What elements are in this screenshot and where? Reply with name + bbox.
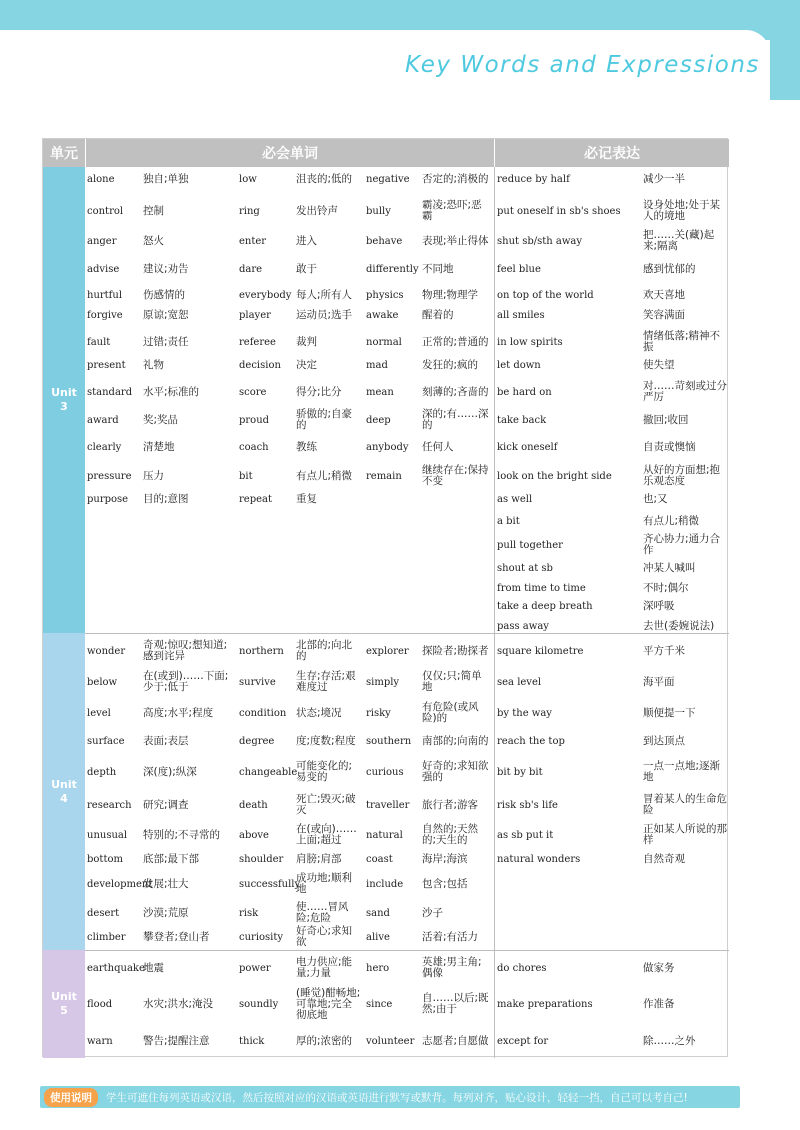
unit3-phrase-cn: 齐心协力;通力合作 — [643, 533, 721, 556]
unit4-word-cn: 度;度数;程度 — [296, 734, 356, 747]
unit3-word-cn: 清楚地 — [143, 440, 175, 453]
unit4-word-cn: 在(或向)……上面;超过 — [296, 823, 357, 846]
unit5-word-cn: 厚的;浓密的 — [296, 1034, 353, 1047]
unit4-word-cn: 探险者;勘探者 — [422, 644, 489, 657]
unit-divider — [85, 950, 729, 951]
unit4-word-cn: 可能变化的;易变的 — [296, 760, 353, 783]
unit4-phrase-cn: 顺便提一下 — [643, 706, 696, 719]
unit3-word-cn: 刻薄的;吝啬的 — [422, 385, 489, 398]
unit3-word-cn: 原谅;宽恕 — [143, 308, 189, 321]
unit3-word-cn: 伤感情的 — [143, 288, 185, 301]
unit3-phrase-cn: 欢天喜地 — [643, 288, 685, 301]
unit4-phrase-cn: 冒着某人的生命危险 — [643, 793, 727, 816]
unit5-phrase-en: make preparations — [497, 998, 593, 1010]
unit3-phrase-cn: 不时;偶尔 — [643, 581, 689, 594]
unit5-phrase-en: do chores — [497, 962, 547, 974]
unit4-phrase-cn: 自然奇观 — [643, 852, 685, 865]
unit4-phrase-en: by the way — [497, 707, 552, 719]
unit3-phrase-cn: 从好的方面想;抱乐观态度 — [643, 464, 721, 487]
unit4-word-cn: 特别的;不寻常的 — [143, 828, 221, 841]
vocabulary-table — [42, 138, 728, 1057]
unit4-word-en: changeable — [239, 766, 298, 778]
unit5-phrase-cn: 作准备 — [643, 997, 675, 1010]
unit3-phrase-cn: 使失望 — [643, 358, 675, 371]
unit-4-label — [43, 633, 85, 950]
unit3-word-en: standard — [87, 386, 133, 398]
unit3-word-en: physics — [366, 289, 404, 301]
unit3-word-en: low — [239, 173, 257, 185]
unit3-phrase-cn: 深呼吸 — [643, 599, 675, 612]
unit3-word-en: differently — [366, 263, 419, 275]
unit3-word-en: normal — [366, 336, 402, 348]
unit3-phrase-en: from time to time — [497, 582, 586, 594]
unit4-phrase-en: risk sb's life — [497, 799, 558, 811]
unit3-word-cn: 醒着的 — [422, 308, 454, 321]
unit3-word-en: dare — [239, 263, 263, 275]
unit4-word-en: natural — [366, 829, 403, 841]
unit4-word-en: development — [87, 878, 153, 890]
top-right-tab — [770, 0, 800, 100]
unit3-word-en: award — [87, 414, 119, 426]
unit4-word-en: simply — [366, 676, 400, 688]
unit4-word-cn: 沙漠;荒原 — [143, 906, 189, 919]
unit4-word-en: curious — [366, 766, 404, 778]
unit3-word-en: ring — [239, 205, 260, 217]
unit3-phrase-cn: 减少一半 — [643, 172, 685, 185]
unit4-word-en: traveller — [366, 799, 410, 811]
unit3-phrase-cn: 有点儿;稍微 — [643, 514, 700, 527]
unit-3-label — [43, 167, 85, 633]
unit3-word-en: advise — [87, 263, 120, 275]
unit3-phrase-en: feel blue — [497, 263, 541, 275]
unit3-phrase-en: on top of the world — [497, 289, 594, 301]
unit4-word-cn: 高度;水平;程度 — [143, 706, 214, 719]
page-title: Key Words and Expressions — [405, 52, 760, 78]
unit5-word-cn: 自……以后;既然;由于 — [422, 992, 489, 1015]
unit4-phrase-en: bit by bit — [497, 766, 543, 778]
unit4-phrase-en: as sb put it — [497, 829, 554, 841]
unit4-word-cn: 好奇的;求知欲强的 — [422, 760, 489, 783]
unit3-word-cn: 水平;标准的 — [143, 385, 200, 398]
unit4-word-en: southern — [366, 735, 412, 747]
unit3-phrase-en: as well — [497, 493, 533, 505]
unit4-word-en: condition — [239, 707, 287, 719]
unit5-word-en: volunteer — [366, 1035, 415, 1047]
unit3-phrase-en: in low spirits — [497, 336, 563, 348]
unit3-word-cn: 发狂的;疯的 — [422, 358, 479, 371]
unit4-word-cn: 好奇心;求知欲 — [296, 925, 353, 948]
unit3-phrase-en: all smiles — [497, 309, 545, 321]
unit4-word-en: death — [239, 799, 268, 811]
unit3-phrase-cn: 冲某人喊叫 — [643, 561, 696, 574]
unit4-word-en: successfully — [239, 878, 301, 890]
unit3-word-en: score — [239, 386, 267, 398]
unit4-word-en: explorer — [366, 645, 409, 657]
unit5-word-en: since — [366, 998, 393, 1010]
unit3-word-en: control — [87, 205, 124, 217]
unit3-word-en: everybody — [239, 289, 292, 301]
unit4-word-cn: 沙子 — [422, 906, 443, 919]
unit4-word-cn: 北部的;向北的 — [296, 639, 353, 662]
unit3-phrase-en: a bit — [497, 515, 520, 527]
unit5-word-cn: 英雄;男主角;偶像 — [422, 956, 482, 979]
unit3-word-en: anger — [87, 235, 117, 247]
unit5-word-cn: 电力供应;能量;力量 — [296, 956, 353, 979]
unit4-phrase-en: square kilometre — [497, 645, 584, 657]
unit3-word-cn: 发出铃声 — [296, 204, 338, 217]
unit3-word-cn: 怒火 — [143, 234, 164, 247]
unit3-word-cn: 每人;所有人 — [296, 288, 353, 301]
unit3-word-en: purpose — [87, 493, 129, 505]
unit3-word-en: bit — [239, 470, 253, 482]
unit3-word-en: pressure — [87, 470, 132, 482]
unit4-word-en: survive — [239, 676, 276, 688]
unit3-phrase-en: put oneself in sb's shoes — [497, 205, 621, 217]
unit4-word-cn: 使……冒风险;危险 — [296, 901, 349, 924]
unit4-word-cn: 有危险(或风险)的 — [422, 701, 479, 724]
unit3-word-cn: 压力 — [143, 469, 164, 482]
unit3-phrase-en: let down — [497, 359, 541, 371]
unit4-word-en: coast — [366, 853, 393, 865]
unit3-phrase-cn: 撤回;收回 — [643, 413, 689, 426]
unit4-word-cn: 旅行者;游客 — [422, 798, 479, 811]
unit4-phrase-cn: 平方千米 — [643, 644, 685, 657]
unit4-word-cn: 自然的;天然的;天生的 — [422, 823, 479, 846]
unit3-word-en: coach — [239, 441, 269, 453]
unit3-word-cn: 任何人 — [422, 440, 454, 453]
unit3-word-en: repeat — [239, 493, 272, 505]
unit4-word-en: include — [366, 878, 404, 890]
unit3-phrase-en: be hard on — [497, 386, 552, 398]
unit-5-label — [43, 950, 85, 1058]
unit4-phrase-cn: 一点一点地;逐渐地 — [643, 760, 721, 783]
unit4-phrase-cn: 正如某人所说的那样 — [643, 823, 727, 846]
unit3-phrase-en: look on the bright side — [497, 470, 612, 482]
unit3-phrase-en: take a deep breath — [497, 600, 593, 612]
unit5-word-en: power — [239, 962, 271, 974]
unit3-word-en: player — [239, 309, 271, 321]
unit4-word-cn: 状态;境况 — [296, 706, 342, 719]
usage-badge: 使用说明 — [44, 1088, 98, 1107]
unit4-word-en: surface — [87, 735, 125, 747]
unit3-word-cn: 过错;责任 — [143, 335, 189, 348]
unit3-word-cn: 否定的;消极的 — [422, 172, 489, 185]
unit3-word-en: decision — [239, 359, 281, 371]
unit4-word-cn: 底部;最下部 — [143, 852, 200, 865]
unit4-word-cn: 发展;壮大 — [143, 877, 189, 890]
unit4-word-en: wonder — [87, 645, 126, 657]
unit4-word-en: climber — [87, 931, 126, 943]
unit3-word-en: referee — [239, 336, 276, 348]
unit5-word-cn: 志愿者;自愿做 — [422, 1034, 489, 1047]
unit3-word-en: behave — [366, 235, 403, 247]
unit4-word-en: level — [87, 707, 111, 719]
unit3-word-cn: 建议;劝告 — [143, 262, 189, 275]
unit4-word-cn: 活着;有活力 — [422, 930, 479, 943]
top-band-curve — [0, 30, 770, 54]
unit3-word-cn: 霸凌;恐吓;恶霸 — [422, 199, 482, 222]
unit4-word-en: sand — [366, 907, 390, 919]
unit4-word-cn: 攀登者;登山者 — [143, 930, 210, 943]
unit4-word-en: depth — [87, 766, 117, 778]
header-phrases: 必记表达 — [495, 139, 729, 167]
unit4-word-cn: 肩膀;肩部 — [296, 852, 342, 865]
unit4-word-en: curiosity — [239, 931, 284, 943]
unit4-word-cn: 南部的;向南的 — [422, 734, 489, 747]
unit3-word-en: negative — [366, 173, 410, 185]
unit5-word-en: warn — [87, 1035, 113, 1047]
unit3-word-cn: 有点儿;稍微 — [296, 469, 353, 482]
unit3-word-cn: 重复 — [296, 492, 317, 505]
unit3-word-en: proud — [239, 414, 270, 426]
unit4-phrase-cn: 到达顶点 — [643, 734, 685, 747]
unit-5-word: Unit — [51, 990, 77, 1003]
unit3-phrase-cn: 情绪低落;精神不振 — [643, 330, 721, 353]
unit3-word-cn: 深的;有……深的 — [422, 408, 489, 431]
unit3-phrase-en: shout at sb — [497, 562, 553, 574]
unit3-word-en: present — [87, 359, 126, 371]
unit4-word-en: above — [239, 829, 269, 841]
unit4-word-cn: 表面;表层 — [143, 734, 189, 747]
unit-4-word: Unit — [51, 777, 77, 791]
unit3-word-en: bully — [366, 205, 391, 217]
unit4-word-cn: 研究;调查 — [143, 798, 189, 811]
unit3-phrase-en: pull together — [497, 539, 563, 551]
unit4-word-en: bottom — [87, 853, 123, 865]
unit3-word-cn: 物理;物理学 — [422, 288, 479, 301]
unit4-word-en: below — [87, 676, 118, 688]
unit3-word-cn: 正常的;普通的 — [422, 335, 489, 348]
unit3-phrase-cn: 设身处地;处于某人的境地 — [643, 199, 721, 222]
unit5-phrase-cn: 除……之外 — [643, 1034, 696, 1047]
unit3-phrase-en: take back — [497, 414, 547, 426]
unit3-phrase-cn: 也;又 — [643, 492, 668, 505]
unit-5-number: 5 — [60, 1004, 68, 1017]
unit5-word-en: earthquake — [87, 962, 145, 974]
unit4-word-cn: 深(度);纵深 — [143, 765, 197, 778]
usage-band — [40, 1086, 740, 1108]
unit3-word-en: clearly — [87, 441, 122, 453]
unit5-word-cn: 水灾;洪水;淹没 — [143, 997, 214, 1010]
unit3-word-cn: 骄傲的;自豪的 — [296, 408, 353, 431]
unit3-word-cn: 敢于 — [296, 262, 317, 275]
unit4-word-cn: 海岸;海滨 — [422, 852, 468, 865]
unit4-phrase-en: sea level — [497, 676, 542, 688]
unit3-phrase-cn: 把……关(藏)起来;隔离 — [643, 229, 715, 252]
unit3-word-en: mean — [366, 386, 394, 398]
unit4-word-cn: 包含;包括 — [422, 877, 468, 890]
unit5-phrase-en: except for — [497, 1035, 549, 1047]
unit3-phrase-en: pass away — [497, 620, 549, 632]
unit4-word-cn: 生存;存活;艰难度过 — [296, 670, 356, 693]
unit4-word-en: shoulder — [239, 853, 284, 865]
unit-3-number: 3 — [60, 400, 68, 413]
unit3-phrase-en: reduce by half — [497, 173, 570, 185]
unit3-word-cn: 不同地 — [422, 262, 454, 275]
unit3-word-cn: 沮丧的;低的 — [296, 172, 353, 185]
unit5-word-en: thick — [239, 1035, 265, 1047]
unit-4-number: 4 — [60, 791, 68, 805]
unit4-word-cn: 在(或到)……下面;少于;低于 — [143, 670, 229, 693]
unit4-word-en: northern — [239, 645, 284, 657]
unit3-word-cn: 进入 — [296, 234, 317, 247]
unit3-word-en: alone — [87, 173, 115, 185]
unit4-word-en: desert — [87, 907, 120, 919]
unit3-word-cn: 独自;单独 — [143, 172, 189, 185]
unit5-phrase-cn: 做家务 — [643, 961, 675, 974]
unit3-word-en: anybody — [366, 441, 409, 453]
unit4-phrase-en: natural wonders — [497, 853, 581, 865]
unit4-word-cn: 成功地;顺利地 — [296, 872, 353, 895]
header-unit: 单元 — [43, 139, 85, 167]
unit4-phrase-en: reach the top — [497, 735, 565, 747]
unit3-word-en: deep — [366, 414, 391, 426]
unit3-phrase-cn: 感到忧郁的 — [643, 262, 696, 275]
unit5-word-cn: 地震 — [143, 961, 164, 974]
unit4-word-cn: 奇观;惊叹;想知道;感到诧异 — [143, 639, 228, 662]
unit3-word-cn: 礼物 — [143, 358, 164, 371]
unit4-phrase-cn: 海平面 — [643, 675, 675, 688]
unit4-word-cn: 仅仅;只;简单地 — [422, 670, 482, 693]
unit3-word-cn: 继续存在;保持不变 — [422, 464, 489, 487]
unit-3-word: Unit — [51, 386, 77, 399]
unit3-word-en: awake — [366, 309, 399, 321]
unit4-word-cn: 死亡;毁灭;破灭 — [296, 793, 356, 816]
unit5-word-en: hero — [366, 962, 390, 974]
unit3-word-cn: 教练 — [296, 440, 317, 453]
unit3-word-cn: 目的;意图 — [143, 492, 189, 505]
unit3-phrase-en: shut sb/sth away — [497, 235, 583, 247]
unit3-word-en: enter — [239, 235, 267, 247]
unit3-phrase-cn: 去世(委婉说法) — [643, 619, 715, 632]
unit5-word-en: soundly — [239, 998, 279, 1010]
header-words: 必会单词 — [86, 139, 494, 167]
unit4-word-en: risky — [366, 707, 391, 719]
unit3-phrase-en: kick oneself — [497, 441, 558, 453]
unit3-word-en: fault — [87, 336, 111, 348]
unit5-word-cn: (睡觉)酣畅地;可靠地;完全彻底地 — [296, 986, 361, 1021]
column-divider — [494, 167, 495, 1058]
unit3-word-en: hurtful — [87, 289, 123, 301]
unit5-word-en: flood — [87, 998, 113, 1010]
unit4-word-en: research — [87, 799, 132, 811]
unit4-word-en: degree — [239, 735, 275, 747]
unit3-word-cn: 得分;比分 — [296, 385, 342, 398]
unit3-phrase-cn: 对……苛刻或过分严厉 — [643, 380, 727, 403]
unit3-phrase-cn: 自责或懊恼 — [643, 440, 696, 453]
unit3-word-cn: 运动员;选手 — [296, 308, 353, 321]
unit3-word-en: forgive — [87, 309, 123, 321]
unit3-phrase-cn: 笑容满面 — [643, 308, 685, 321]
unit3-word-cn: 控制 — [143, 204, 164, 217]
unit4-word-en: unusual — [87, 829, 128, 841]
unit3-word-cn: 奖;奖品 — [143, 413, 179, 426]
unit3-word-cn: 裁判 — [296, 335, 317, 348]
unit3-word-cn: 决定 — [296, 358, 317, 371]
unit3-word-cn: 表现;举止得体 — [422, 234, 489, 247]
unit5-word-cn: 警告;提醒注意 — [143, 1034, 210, 1047]
unit3-word-en: remain — [366, 470, 402, 482]
unit3-word-en: mad — [366, 359, 388, 371]
usage-text: 学生可遮住每列英语或汉语，然后按照对应的汉语或英语进行默写或默背。每列对齐，贴心设计，轻轻一挡，自己可以考自己! — [106, 1091, 688, 1104]
unit4-word-en: risk — [239, 907, 259, 919]
unit4-word-en: alive — [366, 931, 390, 943]
